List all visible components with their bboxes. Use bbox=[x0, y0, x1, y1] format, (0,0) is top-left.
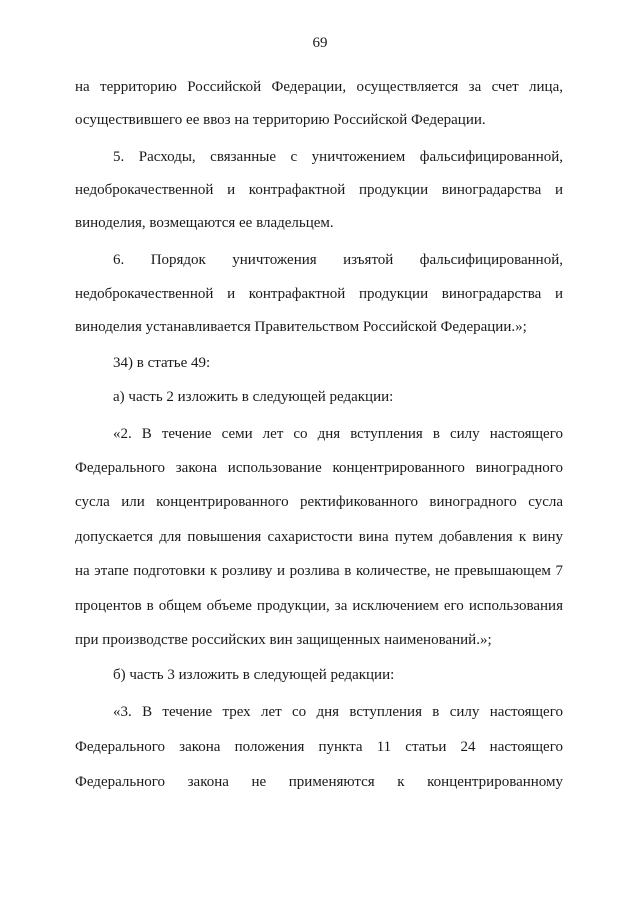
text-line: осуществившего ее ввоз на территорию Российской Федерации. bbox=[75, 112, 486, 128]
text-line: Федерального закона не применяются к концентрированному bbox=[75, 774, 563, 790]
text-line: недоброкачественной и контрафактной продукции виноградарства и bbox=[75, 286, 563, 302]
paragraph-6-first-line bbox=[113, 250, 563, 270]
paragraph-6-word: уничтожения bbox=[232, 252, 317, 268]
text-line: допускается для повышения сахаристости вина путем добавления к вину bbox=[75, 529, 563, 545]
text-line: процентов в общем объеме продукции, за исключением его использования bbox=[75, 598, 563, 614]
text-line: виноделия устанавливается Правительством Российской Федерации.»; bbox=[75, 319, 527, 335]
text-line: при производстве российских вин защищенных наименований.»; bbox=[75, 632, 492, 648]
text-line: 5. Расходы, связанные с уничтожением фальсифицированной, bbox=[113, 149, 563, 165]
text-line: Федерального закона положения пункта 11 статьи 24 настоящего bbox=[75, 739, 563, 755]
text-line: б) часть 3 изложить в следующей редакции: bbox=[113, 667, 395, 683]
text-line: сусла или концентрированного ректификованного виноградного сусла bbox=[75, 494, 563, 510]
text-line: виноделия, возмещаются ее владельцем. bbox=[75, 215, 334, 231]
paragraph-6-word: фальсифицированной, bbox=[419, 252, 563, 268]
paragraph-6-word: изъятой bbox=[343, 252, 394, 268]
text-line: на территорию Российской Федерации, осуществляется за счет лица, bbox=[75, 79, 563, 95]
text-line: «2. В течение семи лет со дня вступления в силу настоящего bbox=[113, 426, 563, 442]
text-line: на этапе подготовки к розливу и розлива в количестве, не превышающем 7 bbox=[75, 563, 563, 579]
text-line: «3. В течение трех лет со дня вступления в силу настоящего bbox=[113, 704, 563, 720]
text-line: Федерального закона использование концентрированного виноградного bbox=[75, 460, 563, 476]
page-number: 69 bbox=[312, 35, 328, 51]
text-line: а) часть 2 изложить в следующей редакции: bbox=[113, 389, 394, 405]
paragraph-6-word: 6. bbox=[113, 252, 125, 268]
paragraph-6-word: Порядок bbox=[150, 252, 206, 268]
text-line: 34) в статье 49: bbox=[113, 355, 211, 371]
text-line: недоброкачественной и контрафактной продукции виноградарства и bbox=[75, 182, 563, 198]
